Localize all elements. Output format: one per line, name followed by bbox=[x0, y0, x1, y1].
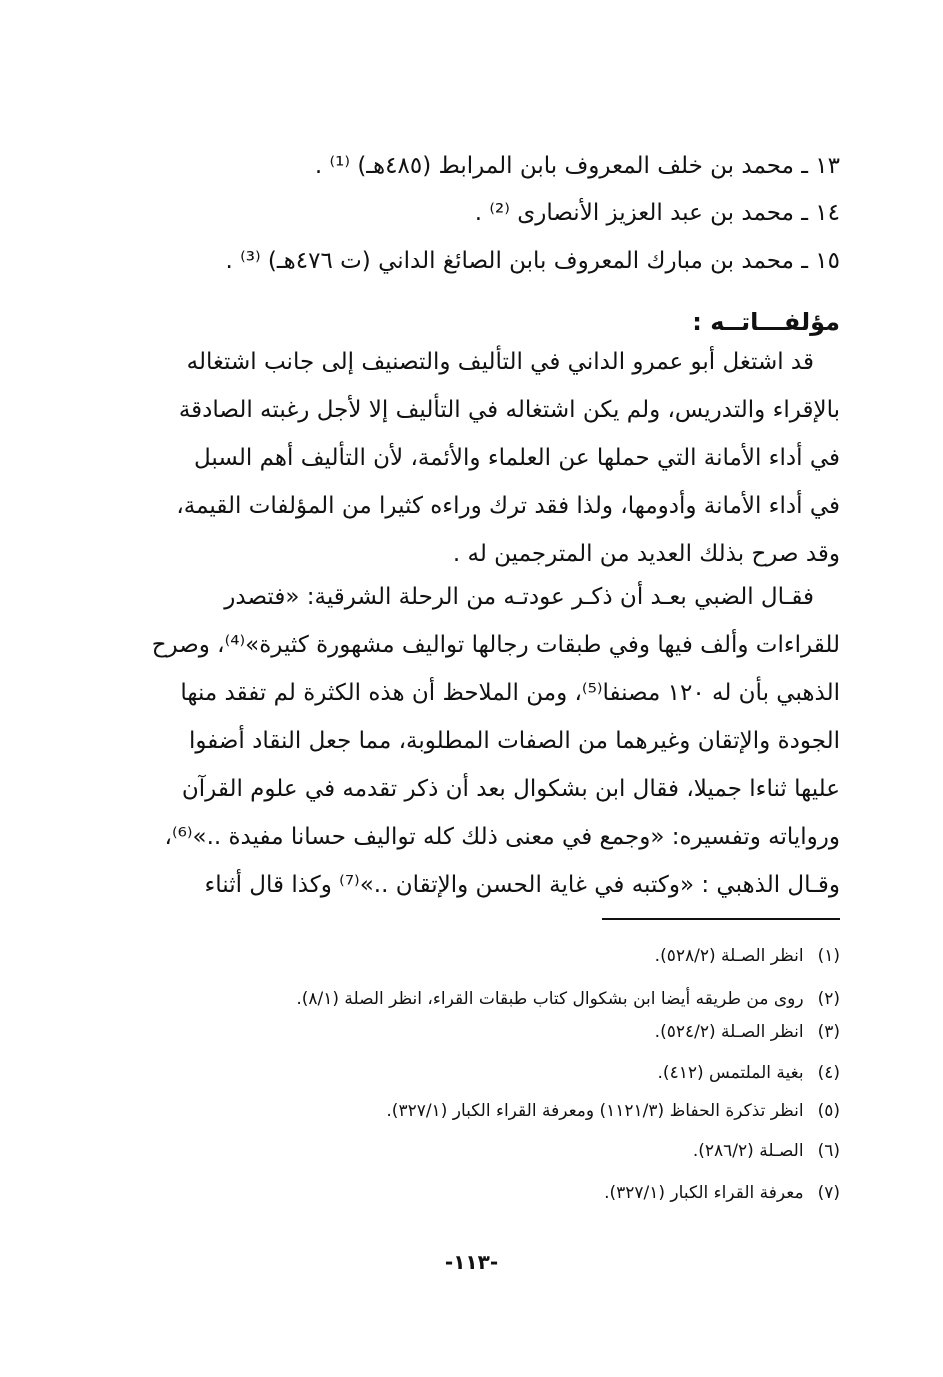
footnote-number: (٦) bbox=[817, 1141, 840, 1161]
footnote-text: انظر الصـلة (٥٢٤/٢). bbox=[654, 1022, 804, 1042]
paragraph-line: عليها ثناءا جميلا، فقال ابن بشكوال بعد أن ذكر تقدمه في علوم القرآن bbox=[181, 776, 840, 802]
paragraph-line: بالإقراء والتدريس، ولم يكن اشتغاله في التأليف إلا لأجل رغبته الصادقة bbox=[178, 397, 840, 423]
paragraph-2 bbox=[135, 573, 840, 909]
list-item-14: ١٤ ـ محمد بن عبد العزيز الأنصارى ⁽²⁾ . bbox=[474, 200, 840, 226]
paragraph-line: للقراءات وألف فيها وفي طبقات رجالها تواليف مشهورة كثيرة»⁽⁴⁾، وصرح bbox=[151, 632, 840, 658]
footnote-3 bbox=[655, 1018, 840, 1046]
list-item-15: ١٥ ـ محمد بن مبارك المعروف بابن الصائغ الداني (ت ٤٧٦هـ) ⁽³⁾ . bbox=[225, 248, 840, 274]
footnote-5 bbox=[386, 1097, 840, 1125]
list-item-13: ١٣ ـ محمد بن خلف المعروف بابن المرابط (٤٨٥هـ) ⁽¹⁾ . bbox=[314, 153, 840, 179]
footnote-6 bbox=[693, 1137, 840, 1165]
paragraph-line: فقـال الضبي بعـد أن ذكـر عودتـه من الرحلة الشرقية: «فتصدر bbox=[224, 584, 814, 610]
paragraph-line: في أداء الأمانة التي حملها عن العلماء والأئمة، لأن التأليف أهم السبل bbox=[194, 445, 840, 471]
paragraph-line: الجودة والإتقان وغيرهما من الصفات المطلوبة، مما جعل النقاد أضفوا bbox=[188, 728, 840, 754]
paragraph-line: في أداء الأمانة وأدومها، ولذا فقد ترك وراءه كثيرا من المؤلفات القيمة، bbox=[176, 493, 840, 519]
footnote-text: روى من طريقه أيضا ابن بشكوال كتاب طبقات القراء، انظر الصلة (٨/١). bbox=[296, 989, 804, 1009]
footnote-7 bbox=[604, 1179, 840, 1207]
paragraph-line: قد اشتغل أبو عمرو الداني في التأليف والتصنيف إلى جانب اشتغاله bbox=[186, 349, 814, 375]
footnote-4 bbox=[658, 1059, 840, 1087]
paragraph-1 bbox=[135, 338, 840, 578]
footnote-text: انظر تذكرة الحفاظ (١١٢١/٣) ومعرفة القراء الكبار (٣٢٧/١). bbox=[386, 1101, 804, 1121]
footnote-divider bbox=[602, 918, 840, 920]
footnote-number: (٤) bbox=[817, 1063, 840, 1083]
footnote-number: (٧) bbox=[817, 1183, 840, 1203]
footnote-2 bbox=[296, 985, 840, 1013]
footnote-text: الصـلة (٢٨٦/٢). bbox=[692, 1141, 804, 1161]
footnote-1 bbox=[655, 942, 840, 970]
footnote-number: (٢) bbox=[817, 989, 840, 1009]
paragraph-line: ورواياته وتفسيره: «وجمع في معنى ذلك كله تواليف حسانا مفيدة ..»⁽⁶⁾، bbox=[164, 824, 840, 850]
section-heading: مؤلفـــاتــه : bbox=[692, 308, 840, 336]
footnote-number: (٣) bbox=[817, 1022, 840, 1042]
paragraph-line: وقد صرح بذلك العديد من المترجمين له . bbox=[452, 541, 840, 567]
footnote-text: انظر الصـلة (٥٢٨/٢). bbox=[654, 946, 804, 966]
footnote-text: بغية الملتمس (٤١٢). bbox=[657, 1063, 804, 1083]
paragraph-line: وقـال الذهبي : «وكتبه في غاية الحسن والإتقان ..»⁽⁷⁾ وكذا قال أثناء bbox=[204, 872, 840, 898]
paragraph-line: الذهبي بأن له ١٢٠ مصنفا⁽⁵⁾، ومن الملاحظ أن هذه الكثرة لم تفقد منها bbox=[180, 680, 840, 706]
footnote-text: معرفة القراء الكبار (٣٢٧/١). bbox=[604, 1183, 804, 1203]
page-number: -١١٣- bbox=[444, 1250, 499, 1274]
footnote-number: (١) bbox=[817, 946, 840, 966]
footnote-number: (٥) bbox=[817, 1101, 840, 1121]
